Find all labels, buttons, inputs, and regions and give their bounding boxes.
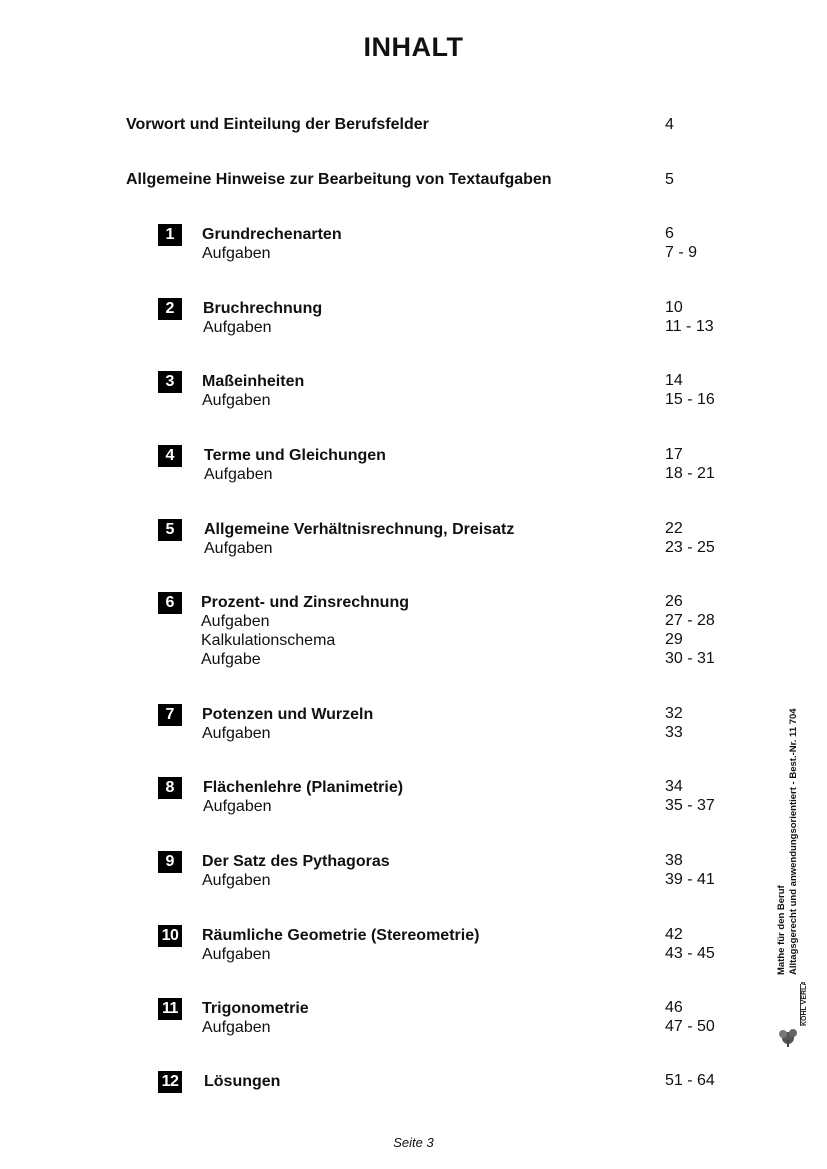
page-number: 35 - 37 — [665, 797, 715, 814]
chapter-subentry: Aufgaben — [202, 1019, 271, 1036]
chapter-subentry: Aufgaben — [203, 798, 272, 815]
page-number: 23 - 25 — [665, 539, 715, 556]
chapter-title: Lösungen — [204, 1073, 281, 1090]
page-footer: Seite 3 — [393, 1135, 434, 1150]
chapter-subentry: Aufgaben — [204, 466, 273, 483]
chapter-title: Potenzen und Wurzeln — [202, 706, 374, 723]
page-number: 14 — [665, 372, 683, 389]
toc-intro-label-2: Allgemeine Hinweise zur Bearbeitung von Textaufgaben — [126, 171, 552, 188]
chapter-number-badge: 5 — [158, 519, 182, 541]
page-number: 10 — [665, 299, 683, 316]
svg-text:KOHL VERLAG: KOHL VERLAG — [801, 982, 808, 1026]
chapter-number-badge: 7 — [158, 704, 182, 726]
chapter-subentry: Aufgaben — [204, 540, 273, 557]
publisher-logo — [776, 982, 816, 1048]
chapter-number-badge: 3 — [158, 371, 182, 393]
page-number: 39 - 41 — [665, 871, 715, 888]
chapter-title: Bruchrechnung — [203, 300, 323, 317]
page-number: 18 - 21 — [665, 465, 715, 482]
chapter-number-badge: 6 — [158, 592, 182, 614]
chapter-number-badge: 1 — [158, 224, 182, 246]
chapter-subentry: Aufgabe — [201, 651, 261, 668]
page-number: 42 — [665, 926, 683, 943]
page-number: 43 - 45 — [665, 945, 715, 962]
page-number: 34 — [665, 778, 683, 795]
page-number: 46 — [665, 999, 683, 1016]
page-number: 33 — [665, 724, 683, 741]
chapter-subentry: Aufgaben — [201, 613, 270, 630]
page-number: 15 - 16 — [665, 391, 715, 408]
chapter-title: Terme und Gleichungen — [204, 447, 386, 464]
toc-intro-page-1: 4 — [665, 116, 674, 133]
chapter-number-badge: 2 — [158, 298, 182, 320]
page-number: 29 — [665, 631, 683, 648]
page-number: 47 - 50 — [665, 1018, 715, 1035]
page-number: 17 — [665, 446, 683, 463]
page-number: 30 - 31 — [665, 650, 715, 667]
page-number: 38 — [665, 852, 683, 869]
side-note-subtitle: Alltagsgerecht und anwendungsorientiert - Best.-Nr. 11 704 — [788, 708, 799, 975]
chapter-title: Der Satz des Pythagoras — [202, 853, 390, 870]
side-note-title: Mathe für den Beruf — [776, 885, 787, 975]
chapter-number-badge: 4 — [158, 445, 182, 467]
chapter-title: Flächenlehre (Planimetrie) — [203, 779, 404, 796]
page-number: 51 - 64 — [665, 1072, 715, 1089]
page-title: INHALT — [363, 32, 464, 62]
page-number: 27 - 28 — [665, 612, 715, 629]
chapter-number-badge: 9 — [158, 851, 182, 873]
chapter-number-badge: 12 — [158, 1071, 182, 1093]
toc-intro-label-1: Vorwort und Einteilung der Berufsfelder — [126, 116, 429, 133]
chapter-number-badge: 10 — [158, 925, 182, 947]
chapter-subentry: Kalkulationschema — [201, 632, 336, 649]
toc-intro-page-2: 5 — [665, 171, 674, 188]
chapter-title: Prozent- und Zinsrechnung — [201, 594, 409, 611]
page-number: 11 - 13 — [665, 318, 714, 335]
page-number: 26 — [665, 593, 683, 610]
chapter-title: Allgemeine Verhältnisrechnung, Dreisatz — [204, 521, 515, 538]
chapter-number-badge: 11 — [158, 998, 182, 1020]
chapter-subentry: Aufgaben — [202, 245, 271, 262]
chapter-title: Maßeinheiten — [202, 373, 305, 390]
chapter-subentry: Aufgaben — [202, 872, 271, 889]
page-number: 6 — [665, 225, 674, 242]
chapter-subentry: Aufgaben — [202, 946, 271, 963]
chapter-subentry: Aufgaben — [202, 392, 271, 409]
page-number: 7 - 9 — [665, 244, 698, 261]
chapter-subentry: Aufgaben — [202, 725, 271, 742]
chapter-subentry: Aufgaben — [203, 319, 272, 336]
page-number: 32 — [665, 705, 683, 722]
chapter-title: Grundrechenarten — [202, 226, 342, 243]
page-number: 22 — [665, 520, 683, 537]
chapter-number-badge: 8 — [158, 777, 182, 799]
chapter-title: Trigonometrie — [202, 1000, 309, 1017]
chapter-title: Räumliche Geometrie (Stereometrie) — [202, 927, 480, 944]
